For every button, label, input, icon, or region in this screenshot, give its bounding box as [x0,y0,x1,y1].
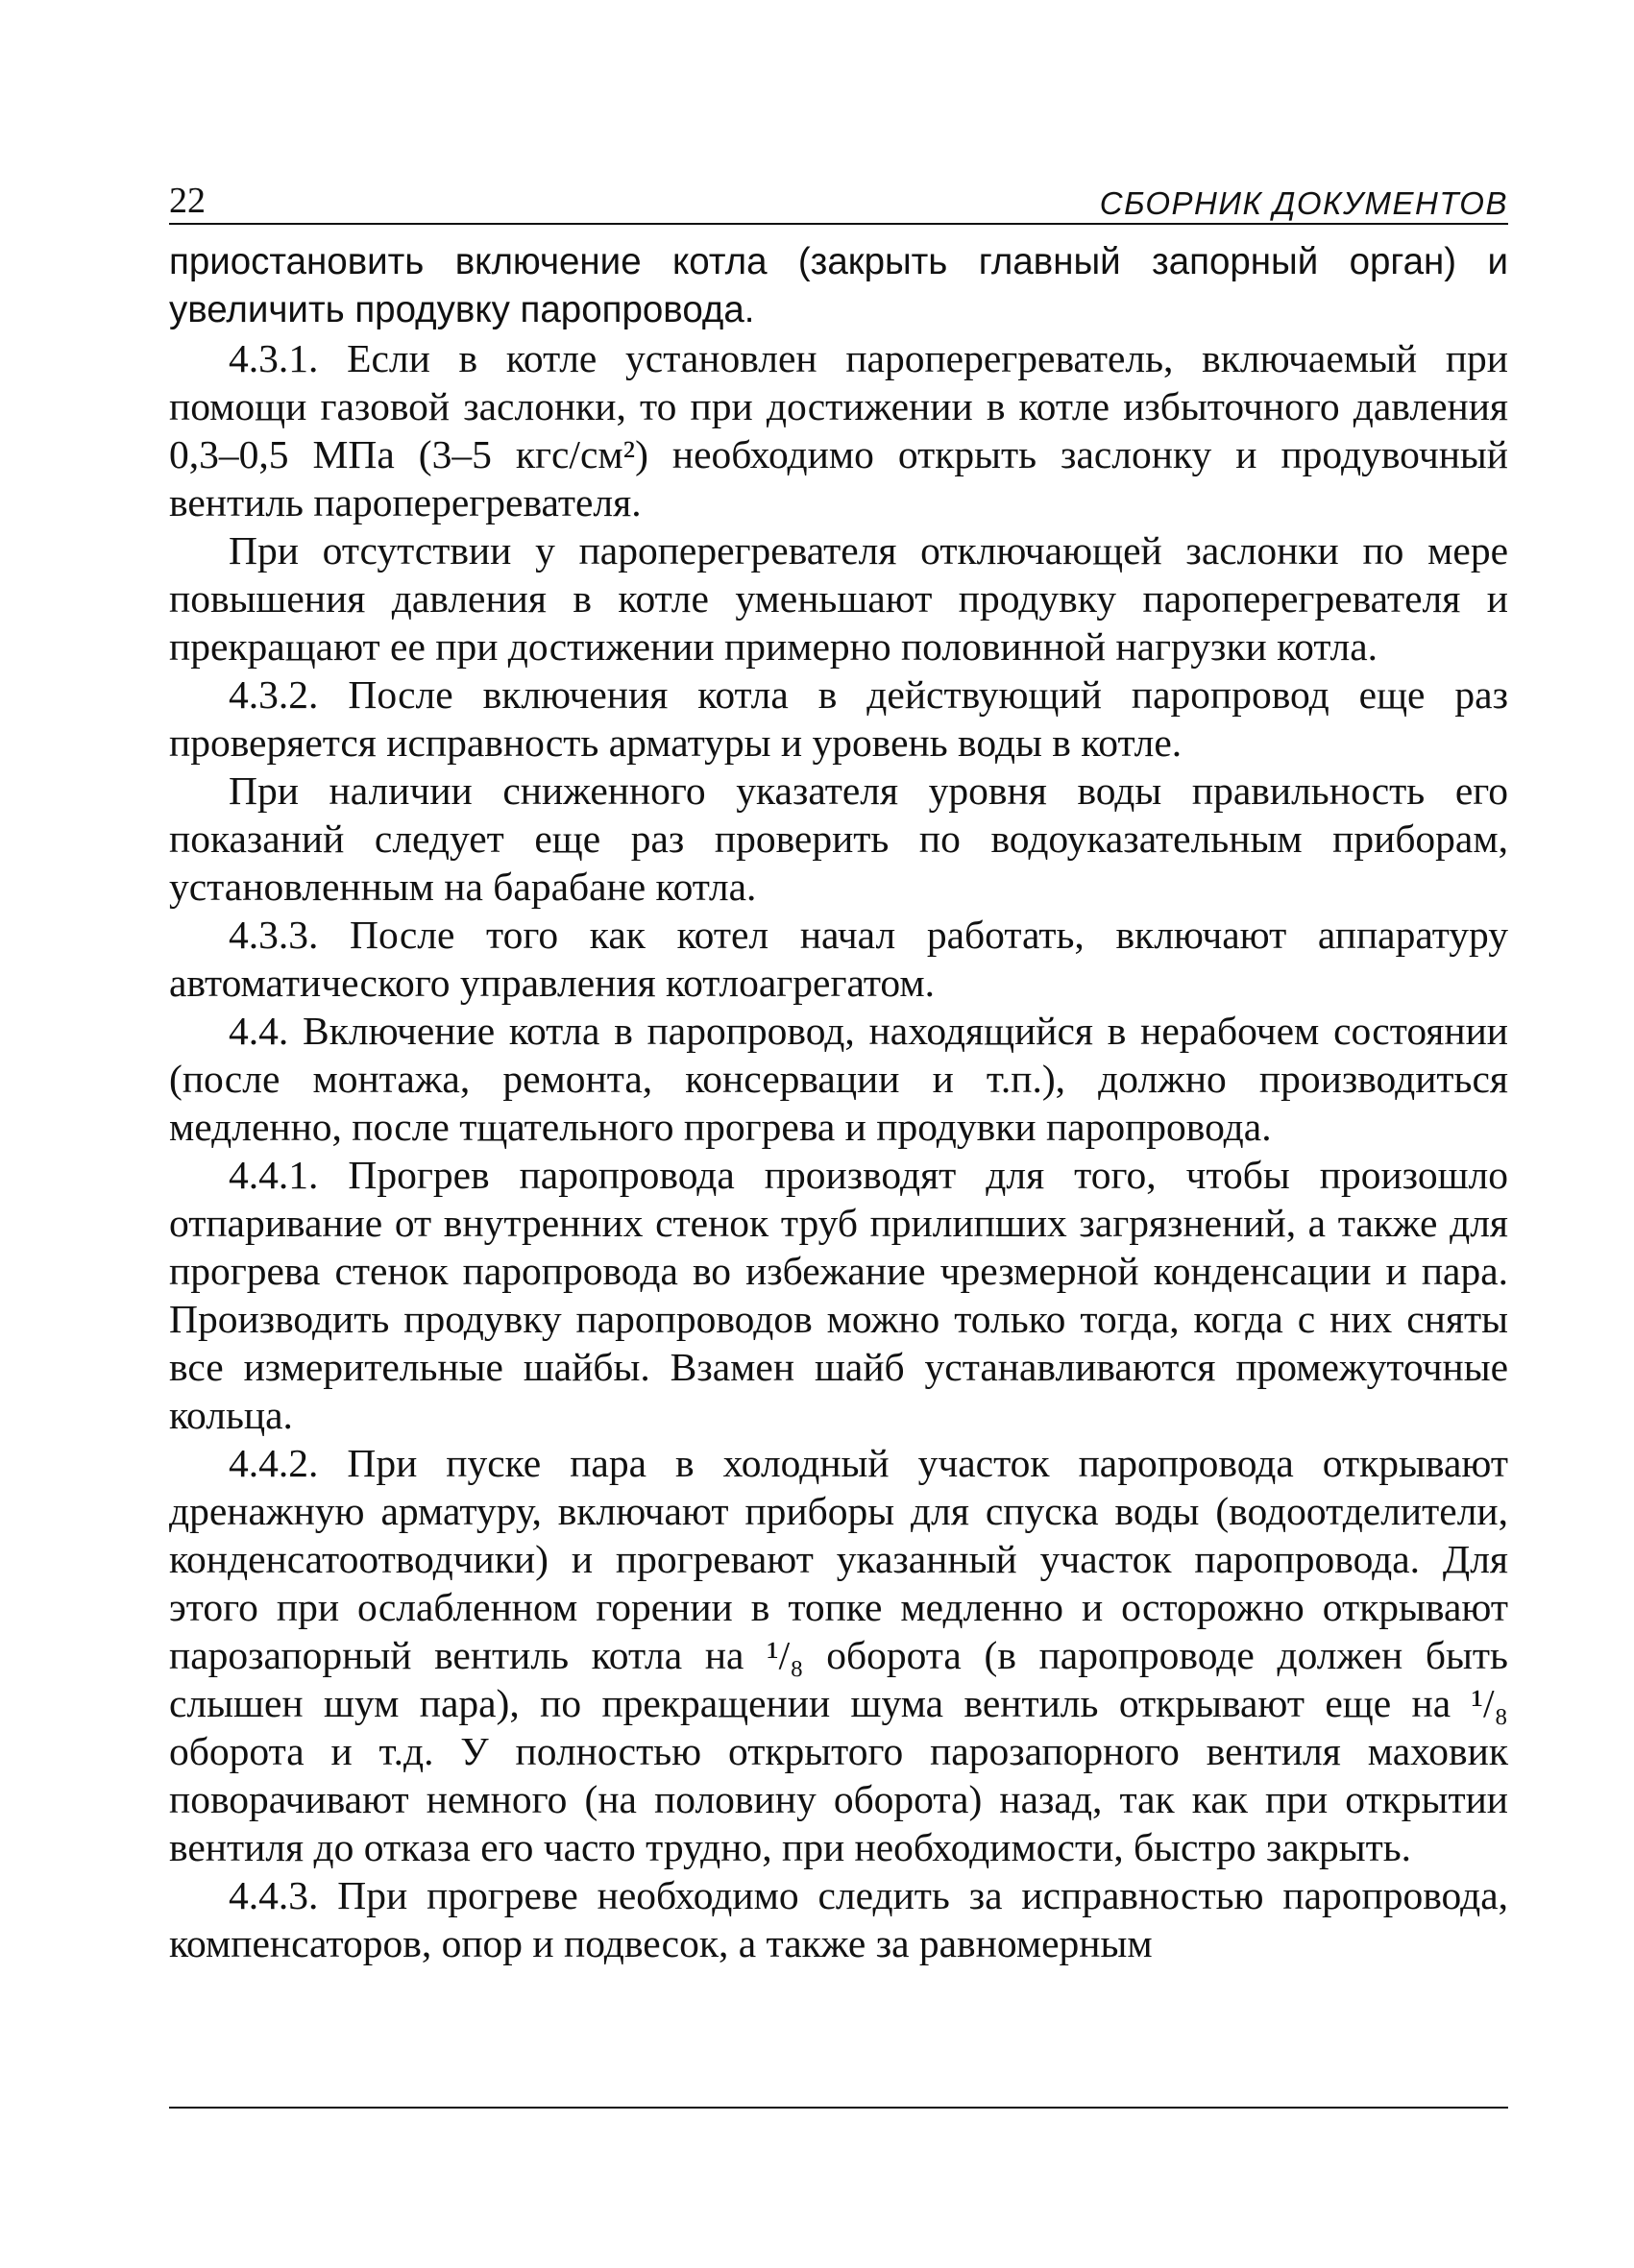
paragraph-4-3-3: 4.3.3. После того как котел начал работать, включают аппаратуру автоматического управления котлоагрегатом. [169,913,1508,1005]
page-header [169,173,1508,225]
paragraph-4-4-3: 4.4.3. При прогреве необходимо следить за исправностью паропровода, компенсаторов, опор и подвесок, а также за равномерным [169,1873,1508,1965]
paragraph-superheater-no-damper: При отсутствии у пароперегревателя отключающей заслонки по мере повышения давления в котле уменьшают продувку пароперегревателя и прекращают ее при достижении примерно половинной нагрузки котла. [169,528,1508,669]
footer-rule [169,2107,1508,2109]
paragraph-4-4-2: 4.4.2. При пуске пара в холодный участок паропровода открывают дренажную арматуру, включают приборы для спуска воды (водоотделители, конденсатоотводчики) и прогревают указанный участок паропровода. Для этого при ослабленном горении в топке медленно и осторожно открывают парозапорный вентиль котла на ¹/₈ оборота (в паропроводе должен быть слышен шум пара), по прекращении шума вентиль открывают еще на ¹/₈ оборота и т.д. У полностью открытого парозапорного вентиля маховик поворачивают немного (на половину оборота) назад, так как при открытии вентиля до отказа его часто трудно, при необходимости, быстро закрыть. [169,1441,1508,1869]
paragraph-continuation: приостановить включение котла (закрыть главный запорный орган) и увеличить продувку паропровода. [169,241,1508,330]
paragraph-lowered-indicator: При наличии сниженного указателя уровня воды правильность его показаний следует еще раз проверить по водоуказательным приборам, установленным на барабане котла. [169,768,1508,909]
paragraph-4-4: 4.4. Включение котла в паропровод, находящийся в нерабочем состоянии (после монтажа, ремонта, консервации и т.п.), должно производиться медленно, после тщательного прогрева и продувки паропровода. [169,1009,1508,1149]
paragraph-4-3-1: 4.3.1. Если в котле установлен пароперегреватель, включаемый при помощи газовой заслонки, то при достижении в котле избыточного давления 0,3–0,5 МПа (3–5 кгс/см²) необходимо открыть заслонку и продувочный вентиль пароперегревателя. [169,336,1508,524]
paragraph-4-4-1: 4.4.1. Прогрев паропровода производят для того, чтобы произошло отпаривание от внутренних стенок труб прилипших загрязнений, а также для прогрева стенок паропровода во избежание чрезмерной конденсации и пара. Производить продувку паропроводов можно только тогда, когда с них сняты все измерительные шайбы. Взамен шайб устанавливаются промежуточные кольца. [169,1153,1508,1437]
paragraph-4-3-2: 4.3.2. После включения котла в действующий паропровод еще раз проверяется исправность арматуры и уровень воды в котле. [169,672,1508,765]
document-page [169,173,1508,1967]
running-title: СБОРНИК ДОКУМЕНТОВ [1099,185,1508,221]
page-number: 22 [169,181,206,221]
body-text [169,238,1508,1967]
